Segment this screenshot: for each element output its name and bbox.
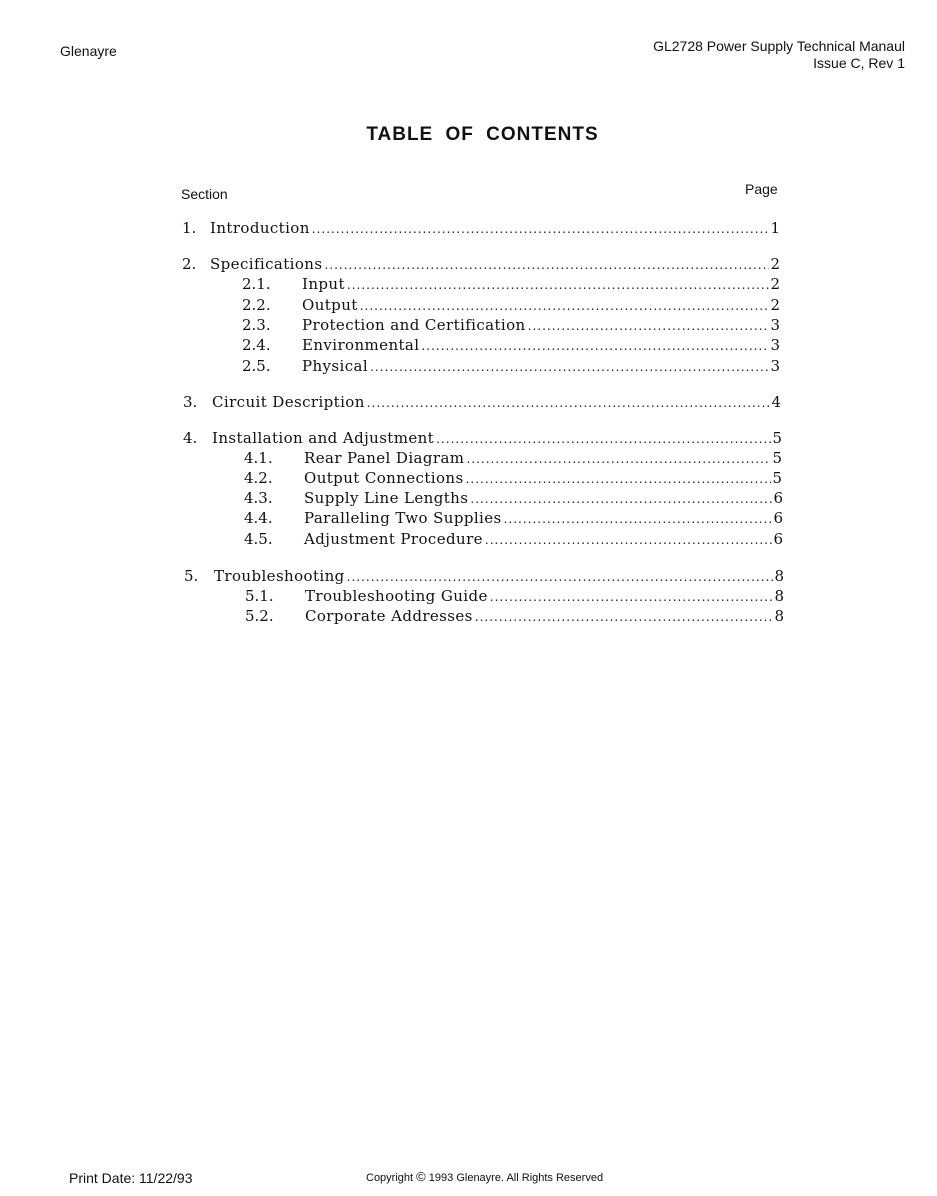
toc-section-number: 4.5. xyxy=(244,530,273,548)
toc-section-number: 5. xyxy=(184,567,199,585)
toc-section-title: Specifications xyxy=(210,255,323,273)
dot-leader xyxy=(312,222,770,236)
toc-entry xyxy=(182,219,780,239)
manual-title: GL2728 Power Supply Technical Manaul xyxy=(653,38,905,54)
toc-entry xyxy=(183,429,782,449)
toc-page-number: 2 xyxy=(770,296,780,314)
copyright-notice xyxy=(366,1169,603,1184)
toc-section-number: 2.5. xyxy=(242,357,271,375)
toc-section-number: 3. xyxy=(183,393,198,411)
dot-leader xyxy=(466,452,771,466)
toc-section-title: Rear Panel Diagram xyxy=(304,449,465,467)
dot-leader xyxy=(485,533,773,547)
dot-leader xyxy=(360,299,770,313)
toc-section-number: 4. xyxy=(183,429,198,447)
toc-section-title: Troubleshooting Guide xyxy=(305,587,488,605)
toc-page-number: 4 xyxy=(771,393,781,411)
toc-section-number: 4.2. xyxy=(244,469,273,487)
toc-entry xyxy=(184,567,784,587)
toc-section-number: 4.3. xyxy=(244,489,273,507)
toc-section-title: Protection and Certification xyxy=(302,316,526,334)
toc-entry xyxy=(244,489,783,509)
copyright-prefix: Copyright xyxy=(366,1172,414,1184)
toc-section-title: Supply Line Lengths xyxy=(304,489,469,507)
print-date: Print Date: 11/22/93 xyxy=(69,1170,193,1186)
toc-page-number: 8 xyxy=(774,567,784,585)
toc-section-number: 2.4. xyxy=(242,336,271,354)
toc-entry xyxy=(242,296,780,316)
toc-entry xyxy=(183,393,781,413)
dot-leader xyxy=(370,360,769,374)
toc-page-number: 5 xyxy=(772,449,782,467)
dot-leader xyxy=(470,492,772,506)
toc-section-title: Introduction xyxy=(210,219,310,237)
toc-page-number: 6 xyxy=(773,509,783,527)
toc-section-title: Adjustment Procedure xyxy=(304,530,483,548)
toc-section-number: 5.2. xyxy=(245,607,274,625)
toc-page-number: 5 xyxy=(772,469,782,487)
toc-entry xyxy=(242,316,780,336)
dot-leader xyxy=(367,396,771,410)
toc-section-title: Output xyxy=(302,296,358,314)
toc-entry xyxy=(242,275,780,295)
toc-page-number: 2 xyxy=(770,255,780,273)
toc-page-number: 3 xyxy=(770,357,780,375)
copyright-symbol: © xyxy=(416,1169,426,1184)
dot-leader xyxy=(347,278,770,292)
toc-section-number: 2.3. xyxy=(242,316,271,334)
toc-entry xyxy=(242,357,780,377)
toc-entry xyxy=(182,255,780,275)
toc-section-number: 2.2. xyxy=(242,296,271,314)
section-column-header: Section xyxy=(181,186,228,202)
toc-entry xyxy=(244,449,782,469)
dot-leader xyxy=(324,258,769,272)
toc-entry xyxy=(244,509,783,529)
toc-page-number: 6 xyxy=(773,489,783,507)
toc-section-title: Environmental xyxy=(302,336,420,354)
dot-leader xyxy=(466,472,772,486)
dot-leader xyxy=(504,512,773,526)
toc-entry xyxy=(242,336,780,356)
toc-section-title: Paralleling Two Supplies xyxy=(304,509,502,527)
page-title: TABLE OF CONTENTS xyxy=(366,124,599,145)
dot-leader xyxy=(528,319,770,333)
toc-section-title: Input xyxy=(302,275,345,293)
toc-section-title: Corporate Addresses xyxy=(305,607,473,625)
toc-section-number: 4.4. xyxy=(244,509,273,527)
toc-entry xyxy=(245,607,784,627)
dot-leader xyxy=(490,590,774,604)
dot-leader xyxy=(347,570,774,584)
dot-leader xyxy=(421,339,769,353)
toc-section-title: Physical xyxy=(302,357,369,375)
toc-page-number: 8 xyxy=(774,587,784,605)
issue-revision: Issue C, Rev 1 xyxy=(813,55,905,71)
company-name: Glenayre xyxy=(60,43,117,59)
toc-section-number: 2.1. xyxy=(242,275,271,293)
document-header xyxy=(653,38,905,72)
toc-page-number: 3 xyxy=(770,316,780,334)
toc-section-title: Output Connections xyxy=(304,469,464,487)
page-column-header: Page xyxy=(745,181,778,197)
toc-entry xyxy=(244,530,783,550)
toc-section-title: Troubleshooting xyxy=(214,567,345,585)
copyright-text: 1993 Glenayre. All Rights Reserved xyxy=(428,1172,604,1184)
toc-page-number: 1 xyxy=(770,219,780,237)
toc-section-title: Installation and Adjustment xyxy=(212,429,435,447)
toc-section-number: 1. xyxy=(182,219,197,237)
toc-section-title: Circuit Description xyxy=(212,393,365,411)
toc-section-number: 5.1. xyxy=(245,587,274,605)
toc-section-number: 4.1. xyxy=(244,449,273,467)
toc-entry xyxy=(244,469,782,489)
toc-page-number: 3 xyxy=(770,336,780,354)
toc-page-number: 2 xyxy=(770,275,780,293)
dot-leader xyxy=(436,432,771,446)
toc-entry xyxy=(245,587,784,607)
toc-section-number: 2. xyxy=(182,255,197,273)
toc-page-number: 5 xyxy=(772,429,782,447)
toc-page-number: 6 xyxy=(773,530,783,548)
toc-page-number: 8 xyxy=(774,607,784,625)
dot-leader xyxy=(475,610,774,624)
